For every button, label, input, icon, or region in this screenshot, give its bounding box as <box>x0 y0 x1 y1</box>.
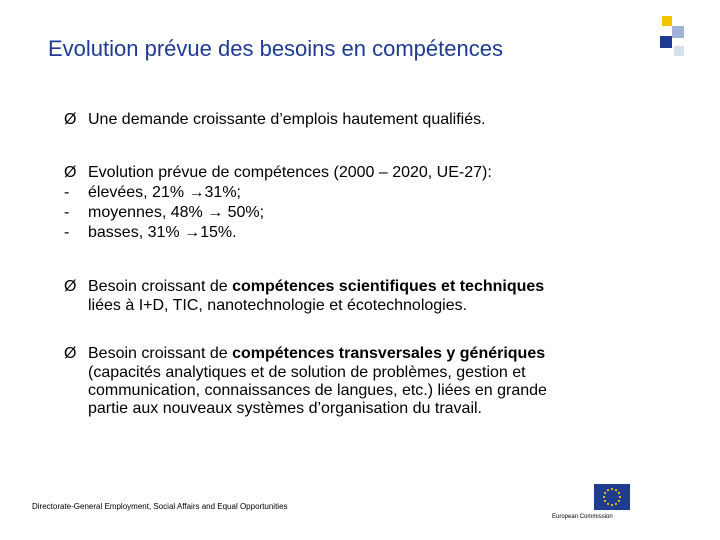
bullet-3: Ø Besoin croissant de compétences scientifiques et techniques liées à I+D, TIC, nanotechnologie et écotechnologies. <box>64 278 545 314</box>
dash-marker: - <box>64 204 70 221</box>
bold-phrase: compétences transversales y génériques <box>232 345 546 362</box>
bullet-4-line-3: communication, connaissances de langues, etc.) liées en grande <box>88 382 547 399</box>
list-item: - élevées, 21% →31%; <box>64 184 241 201</box>
eu-star-icon <box>619 496 621 498</box>
bullet-1-text: Une demande croissante d’emplois hautement qualifiés. <box>88 111 486 128</box>
bullet-3-line-2: liées à I+D, TIC, nanotechnologie et écotechnologies. <box>88 297 468 314</box>
footer-directorate: Directorate-General Employment, Social Affairs and Equal Opportunities <box>32 502 288 511</box>
eu-star-icon <box>603 496 605 498</box>
arrow-icon: → <box>207 204 224 221</box>
eu-star-icon <box>618 500 620 502</box>
squares-logo-icon <box>660 16 686 60</box>
bullet-marker: Ø <box>64 164 77 181</box>
eu-star-icon <box>615 503 617 505</box>
slide-title: Evolution prévue des besoins en compétences <box>48 36 503 61</box>
list-item: - basses, 31% →15%. <box>64 224 237 241</box>
eu-star-icon <box>604 492 606 494</box>
dash-marker: - <box>64 224 70 241</box>
bullet-4: Ø Besoin croissant de compétences transversales y génériques (capacités analytiques et de solution de problèmes, gestion et communication, connaissances de langues, etc.) liées en grande partie aux nouveaux systèmes d’organisation du travail. <box>64 345 547 417</box>
bullet-4-line-4: partie aux nouveaux systèmes d’organisation du travail. <box>88 400 482 417</box>
eu-flag-icon <box>594 484 630 510</box>
eu-star-icon <box>607 489 609 491</box>
bullet-marker: Ø <box>64 345 77 362</box>
bullet-1 <box>64 110 486 130</box>
eu-star-icon <box>607 503 609 505</box>
bullet-marker: Ø <box>64 278 77 295</box>
list-item: - moyennes, 48% → 50%; <box>64 204 265 221</box>
bullet-4-line-2: (capacités analytiques et de solution de problèmes, gestion et <box>88 364 526 381</box>
bold-phrase: compétences scientifiques et techniques <box>232 278 545 295</box>
bullet-marker: Ø <box>64 111 77 128</box>
eu-star-icon <box>618 492 620 494</box>
arrow-icon: → <box>188 184 205 201</box>
footer-commission: European Commission <box>552 514 613 520</box>
eu-star-icon <box>611 504 613 506</box>
eu-star-icon <box>611 488 613 490</box>
bullet-2-text: Evolution prévue de compétences (2000 – 2020, UE-27): <box>88 164 492 181</box>
eu-star-icon <box>615 489 617 491</box>
dash-marker: - <box>64 184 70 201</box>
arrow-icon: → <box>184 224 201 241</box>
bullet-2 <box>64 163 492 243</box>
eu-star-icon <box>604 500 606 502</box>
